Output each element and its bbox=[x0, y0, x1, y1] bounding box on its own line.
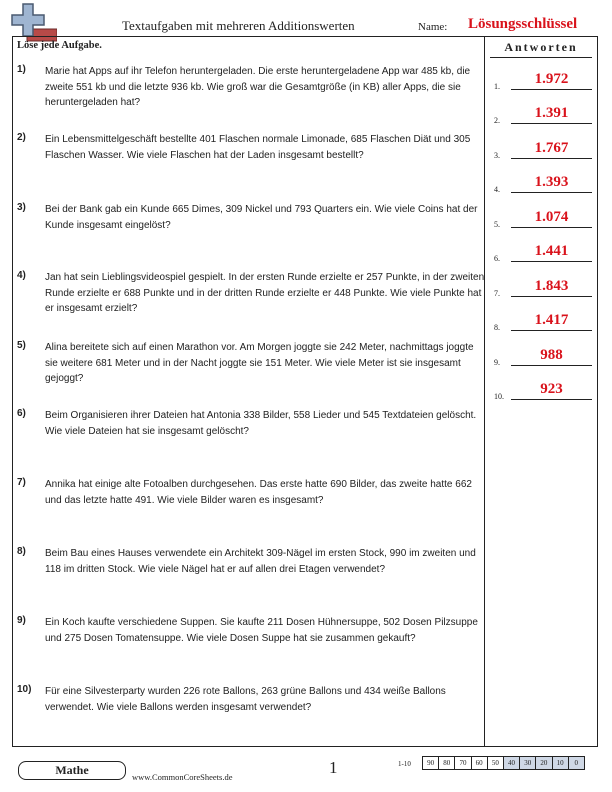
footer-divider bbox=[12, 746, 598, 747]
answer-line bbox=[511, 158, 592, 159]
answer-number: 6. bbox=[494, 254, 500, 263]
answer-value: 1.441 bbox=[534, 243, 569, 259]
page-number: 1 bbox=[329, 758, 338, 777]
name-label: Name: bbox=[418, 21, 448, 33]
answer-number: 1. bbox=[494, 82, 500, 91]
score-cell: 50 bbox=[488, 757, 504, 769]
score-range-label: 1-10 bbox=[398, 760, 411, 768]
answer-line bbox=[511, 261, 592, 262]
answer-value: 923 bbox=[540, 381, 563, 397]
question-number: 7) bbox=[17, 477, 26, 488]
question-text: Beim Organisieren ihrer Dateien hat Antonia 338 Bilder, 558 Lieder und 545 Textdateien gelöscht. Wie viele Dateien hat sie insgesamt gelöscht? bbox=[45, 410, 477, 437]
instructions: Löse jede Aufgabe. bbox=[17, 40, 102, 51]
answer-key-label: Lösungsschlüssel bbox=[468, 16, 578, 32]
score-cell: 0 bbox=[569, 757, 584, 769]
answer-row-2 bbox=[494, 101, 594, 125]
question-text: Beim Bau eines Hauses verwendete ein Architekt 309-Nägel im ersten Stock, 990 im zweiten und 118 im dritten Stock. Wie viele Nägel hat er auf allen drei Etagen verwendet? bbox=[45, 548, 476, 575]
answers-header-underline bbox=[490, 57, 592, 58]
answer-row-10 bbox=[494, 377, 594, 401]
answer-number: 8. bbox=[494, 323, 500, 332]
question-number: 9) bbox=[17, 615, 26, 626]
answers-header: Antworten bbox=[504, 40, 578, 54]
answer-number: 9. bbox=[494, 358, 500, 367]
answer-row-8 bbox=[494, 308, 594, 332]
answer-number: 10. bbox=[494, 392, 504, 401]
answer-number: 7. bbox=[494, 289, 500, 298]
question-number: 4) bbox=[17, 270, 26, 281]
question-text: Jan hat sein Lieblingsvideospiel gespielt. In der ersten Runde erzielte er 257 Punkte, in der zweiten Runde erzielte er 688 Punkte und in der dritten Runde erzielte er 448 Punkte. Wie viele Punkte hat er insgesamt erzielt? bbox=[45, 272, 485, 315]
answer-line bbox=[511, 227, 592, 228]
answer-value: 1.972 bbox=[534, 71, 569, 87]
score-table bbox=[422, 756, 585, 770]
question-number: 10) bbox=[17, 684, 32, 695]
score-cell: 10 bbox=[553, 757, 569, 769]
answer-value: 988 bbox=[540, 347, 563, 363]
answer-value: 1.417 bbox=[534, 312, 569, 328]
answer-number: 2. bbox=[494, 116, 500, 125]
answer-value: 1.767 bbox=[534, 140, 569, 156]
subject-label: Mathe bbox=[18, 761, 126, 780]
question-text: Ein Lebensmittelgeschäft bestellte 401 Flaschen normale Limonade, 685 Flaschen Diät und 305 Flaschen Wasser. Wie viele Flaschen hat der Laden insgesamt bestellt? bbox=[45, 134, 471, 161]
answer-row-6 bbox=[494, 239, 594, 263]
score-cell: 80 bbox=[439, 757, 455, 769]
answer-value: 1.843 bbox=[534, 278, 569, 294]
answer-row-5 bbox=[494, 205, 594, 229]
answer-value: 1.391 bbox=[534, 105, 569, 121]
answer-row-9 bbox=[494, 343, 594, 367]
answer-line bbox=[511, 330, 592, 331]
score-cell: 70 bbox=[455, 757, 471, 769]
question-number: 3) bbox=[17, 202, 26, 213]
answer-row-4 bbox=[494, 170, 594, 194]
right-border bbox=[597, 36, 598, 746]
header-divider bbox=[12, 36, 598, 37]
question-number: 1) bbox=[17, 64, 26, 75]
answer-line bbox=[511, 399, 592, 400]
question-text: Marie hat Apps auf ihr Telefon heruntergeladen. Die erste heruntergeladene App war 485 kb, die zweite 551 kb und die letzte 936 kb. Wie groß war die Gesamtgröße (in KB) aller Apps, die sie heruntergeladen hat? bbox=[45, 66, 471, 109]
question-text: Ein Koch kaufte verschiedene Suppen. Sie kaufte 211 Dosen Hühnersuppe, 502 Dosen Pilzsuppe und 275 Dosen Tomatensuppe. Wie viele Dosen Suppe hat sie zusammen gekauft? bbox=[45, 617, 478, 644]
question-number: 2) bbox=[17, 132, 26, 143]
score-cell: 20 bbox=[536, 757, 552, 769]
score-cell: 60 bbox=[472, 757, 488, 769]
site-url: www.CommonCoreSheets.de bbox=[132, 772, 233, 782]
question-number: 8) bbox=[17, 546, 26, 557]
score-cell: 30 bbox=[520, 757, 536, 769]
answer-line bbox=[511, 89, 592, 90]
answer-line bbox=[511, 123, 592, 124]
question-text: Annika hat einige alte Fotoalben durchgesehen. Das erste hatte 690 Bilder, das zweite hatte 662 und das letzte hatte 491. Wie viele Bilder waren es insgesamt? bbox=[45, 479, 472, 506]
question-number: 5) bbox=[17, 340, 26, 351]
answer-line bbox=[511, 192, 592, 193]
answer-value: 1.393 bbox=[534, 174, 569, 190]
answer-number: 5. bbox=[494, 220, 500, 229]
question-text: Alina bereitete sich auf einen Marathon vor. Am Morgen joggte sie 242 Meter, nachmittags joggte sie weitere 681 Meter und in der Nacht joggte sie 151 Meter. Wie viele Meter ist sie insgesamt gejoggt? bbox=[45, 342, 474, 385]
answer-row-3 bbox=[494, 136, 594, 160]
answer-number: 4. bbox=[494, 185, 500, 194]
worksheet-title: Textaufgaben mit mehreren Additionswerten bbox=[122, 18, 355, 33]
answer-value: 1.074 bbox=[534, 209, 569, 225]
question-text: Für eine Silvesterparty wurden 226 rote Ballons, 263 grüne Ballons und 434 weiße Ballons verwendet. Wie viele Ballons werden insgesamt verwendet? bbox=[45, 686, 446, 713]
question-number: 6) bbox=[17, 408, 26, 419]
answer-line bbox=[511, 296, 592, 297]
score-cell: 40 bbox=[504, 757, 520, 769]
left-border bbox=[12, 36, 13, 746]
question-text: Bei der Bank gab ein Kunde 665 Dimes, 309 Nickel und 793 Quarters ein. Wie viele Coins hat der Kunde insgesamt eingelöst? bbox=[45, 204, 478, 231]
answer-number: 3. bbox=[494, 151, 500, 160]
score-cell: 90 bbox=[423, 757, 439, 769]
answer-row-1 bbox=[494, 67, 594, 91]
answer-line bbox=[511, 365, 592, 366]
answer-row-7 bbox=[494, 274, 594, 298]
